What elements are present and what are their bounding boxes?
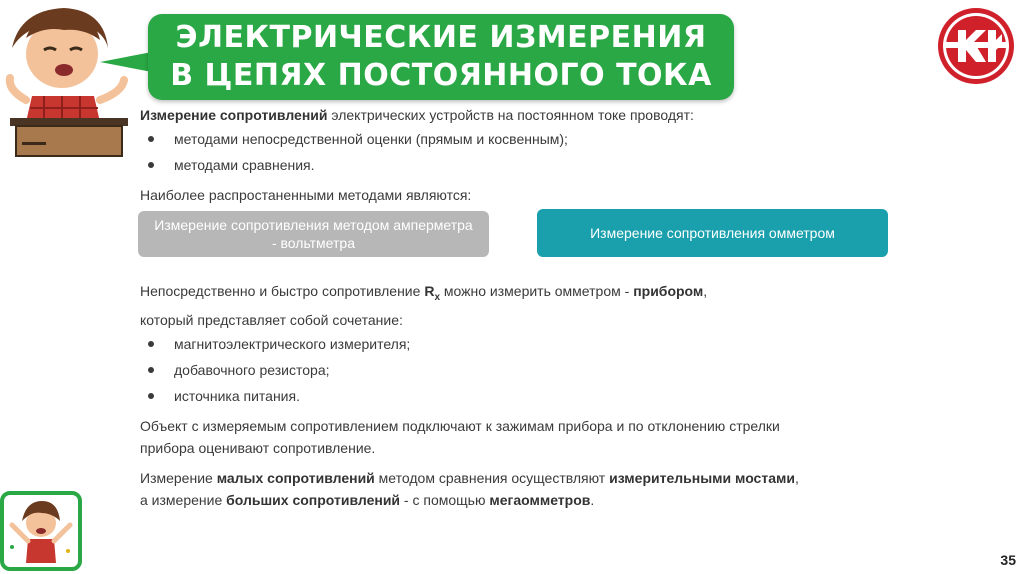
direct-paragraph [140, 280, 860, 331]
direct-text-1: Непосредственно и быстро сопротивление [140, 283, 425, 299]
list-item-text: магнитоэлектрического измерителя; [174, 335, 411, 352]
rx-symbol: R [424, 283, 435, 299]
intro-paragraph [140, 104, 860, 126]
list-item-text: источника питания. [174, 387, 300, 404]
final-text-1: Измерение [140, 469, 217, 486]
list-item [140, 359, 860, 385]
title-banner [148, 14, 734, 100]
list-item [140, 154, 860, 180]
intro-rest: электрических устройств на постоянном токе проводят: [327, 107, 694, 123]
title-bubble-tail [100, 52, 152, 72]
object-text-line1: Объект с измеряемым сопротивлением подключают к зажимам прибора и по отклонению стрелки [140, 417, 780, 434]
bullet-icon [148, 162, 154, 168]
final-bold-3: больших сопротивлений [226, 491, 401, 508]
final-text-6: . [590, 491, 595, 508]
direct-text-line2: который представляет собой сочетание: [140, 311, 403, 328]
methods-list [140, 128, 860, 180]
list-item [140, 385, 860, 411]
logo-icon [936, 4, 1016, 88]
final-bold-4: мегаомметров [489, 491, 591, 508]
ammeter-voltmeter-method-button[interactable] [138, 211, 489, 257]
final-text-5: - с помощью [400, 491, 490, 508]
final-text-3: , [794, 469, 799, 486]
list-item-text: методами непосредственной оценки (прямым и косвенным); [174, 131, 568, 147]
bullet-icon [148, 341, 154, 347]
direct-text-2: можно измерить омметром - [440, 283, 634, 299]
list-item-text: добавочного резистора; [174, 361, 330, 378]
object-paragraph [140, 415, 860, 459]
list-item-text: методами сравнения. [174, 157, 315, 173]
common-methods-text: Наиболее распростаненными методами являются: [140, 187, 472, 203]
bullet-icon [148, 393, 154, 399]
list-item [140, 333, 860, 359]
list-item [140, 128, 860, 154]
rx-subscript: x [434, 291, 440, 303]
slide-content [140, 104, 860, 511]
cheering-mascot-icon[interactable] [0, 491, 82, 571]
components-list [140, 333, 860, 411]
final-bold-1: малых сопротивлений [216, 469, 375, 486]
final-bold-2: измерительными мостами [609, 469, 795, 486]
ohmmeter-method-button[interactable] [537, 209, 888, 257]
title-line-1: ЭЛЕКТРИЧЕСКИЕ ИЗМЕРЕНИЯ [175, 20, 707, 55]
bullet-icon [148, 367, 154, 373]
title-line-2: В ЦЕПЯХ ПОСТОЯННОГО ТОКА [170, 58, 712, 93]
page-number: 35 [1000, 552, 1016, 568]
intro-bold: Измерение сопротивлений [140, 107, 328, 123]
direct-text-3: , [703, 283, 708, 299]
bullet-icon [148, 136, 154, 142]
final-text-2: методом сравнения осуществляют [374, 469, 610, 486]
teacher-mascot-icon [4, 4, 134, 160]
object-text-line2: прибора оценивают сопротивление. [140, 439, 376, 456]
ammeter-button-line1: Измерение сопротивления методом амперметра [154, 217, 473, 233]
direct-bold: прибором [633, 283, 704, 299]
final-text-4: а измерение [140, 491, 227, 508]
ohmmeter-button-label: Измерение сопротивления омметром [590, 225, 835, 241]
ammeter-button-line2: - вольтметра [271, 235, 355, 251]
final-paragraph [140, 467, 860, 511]
